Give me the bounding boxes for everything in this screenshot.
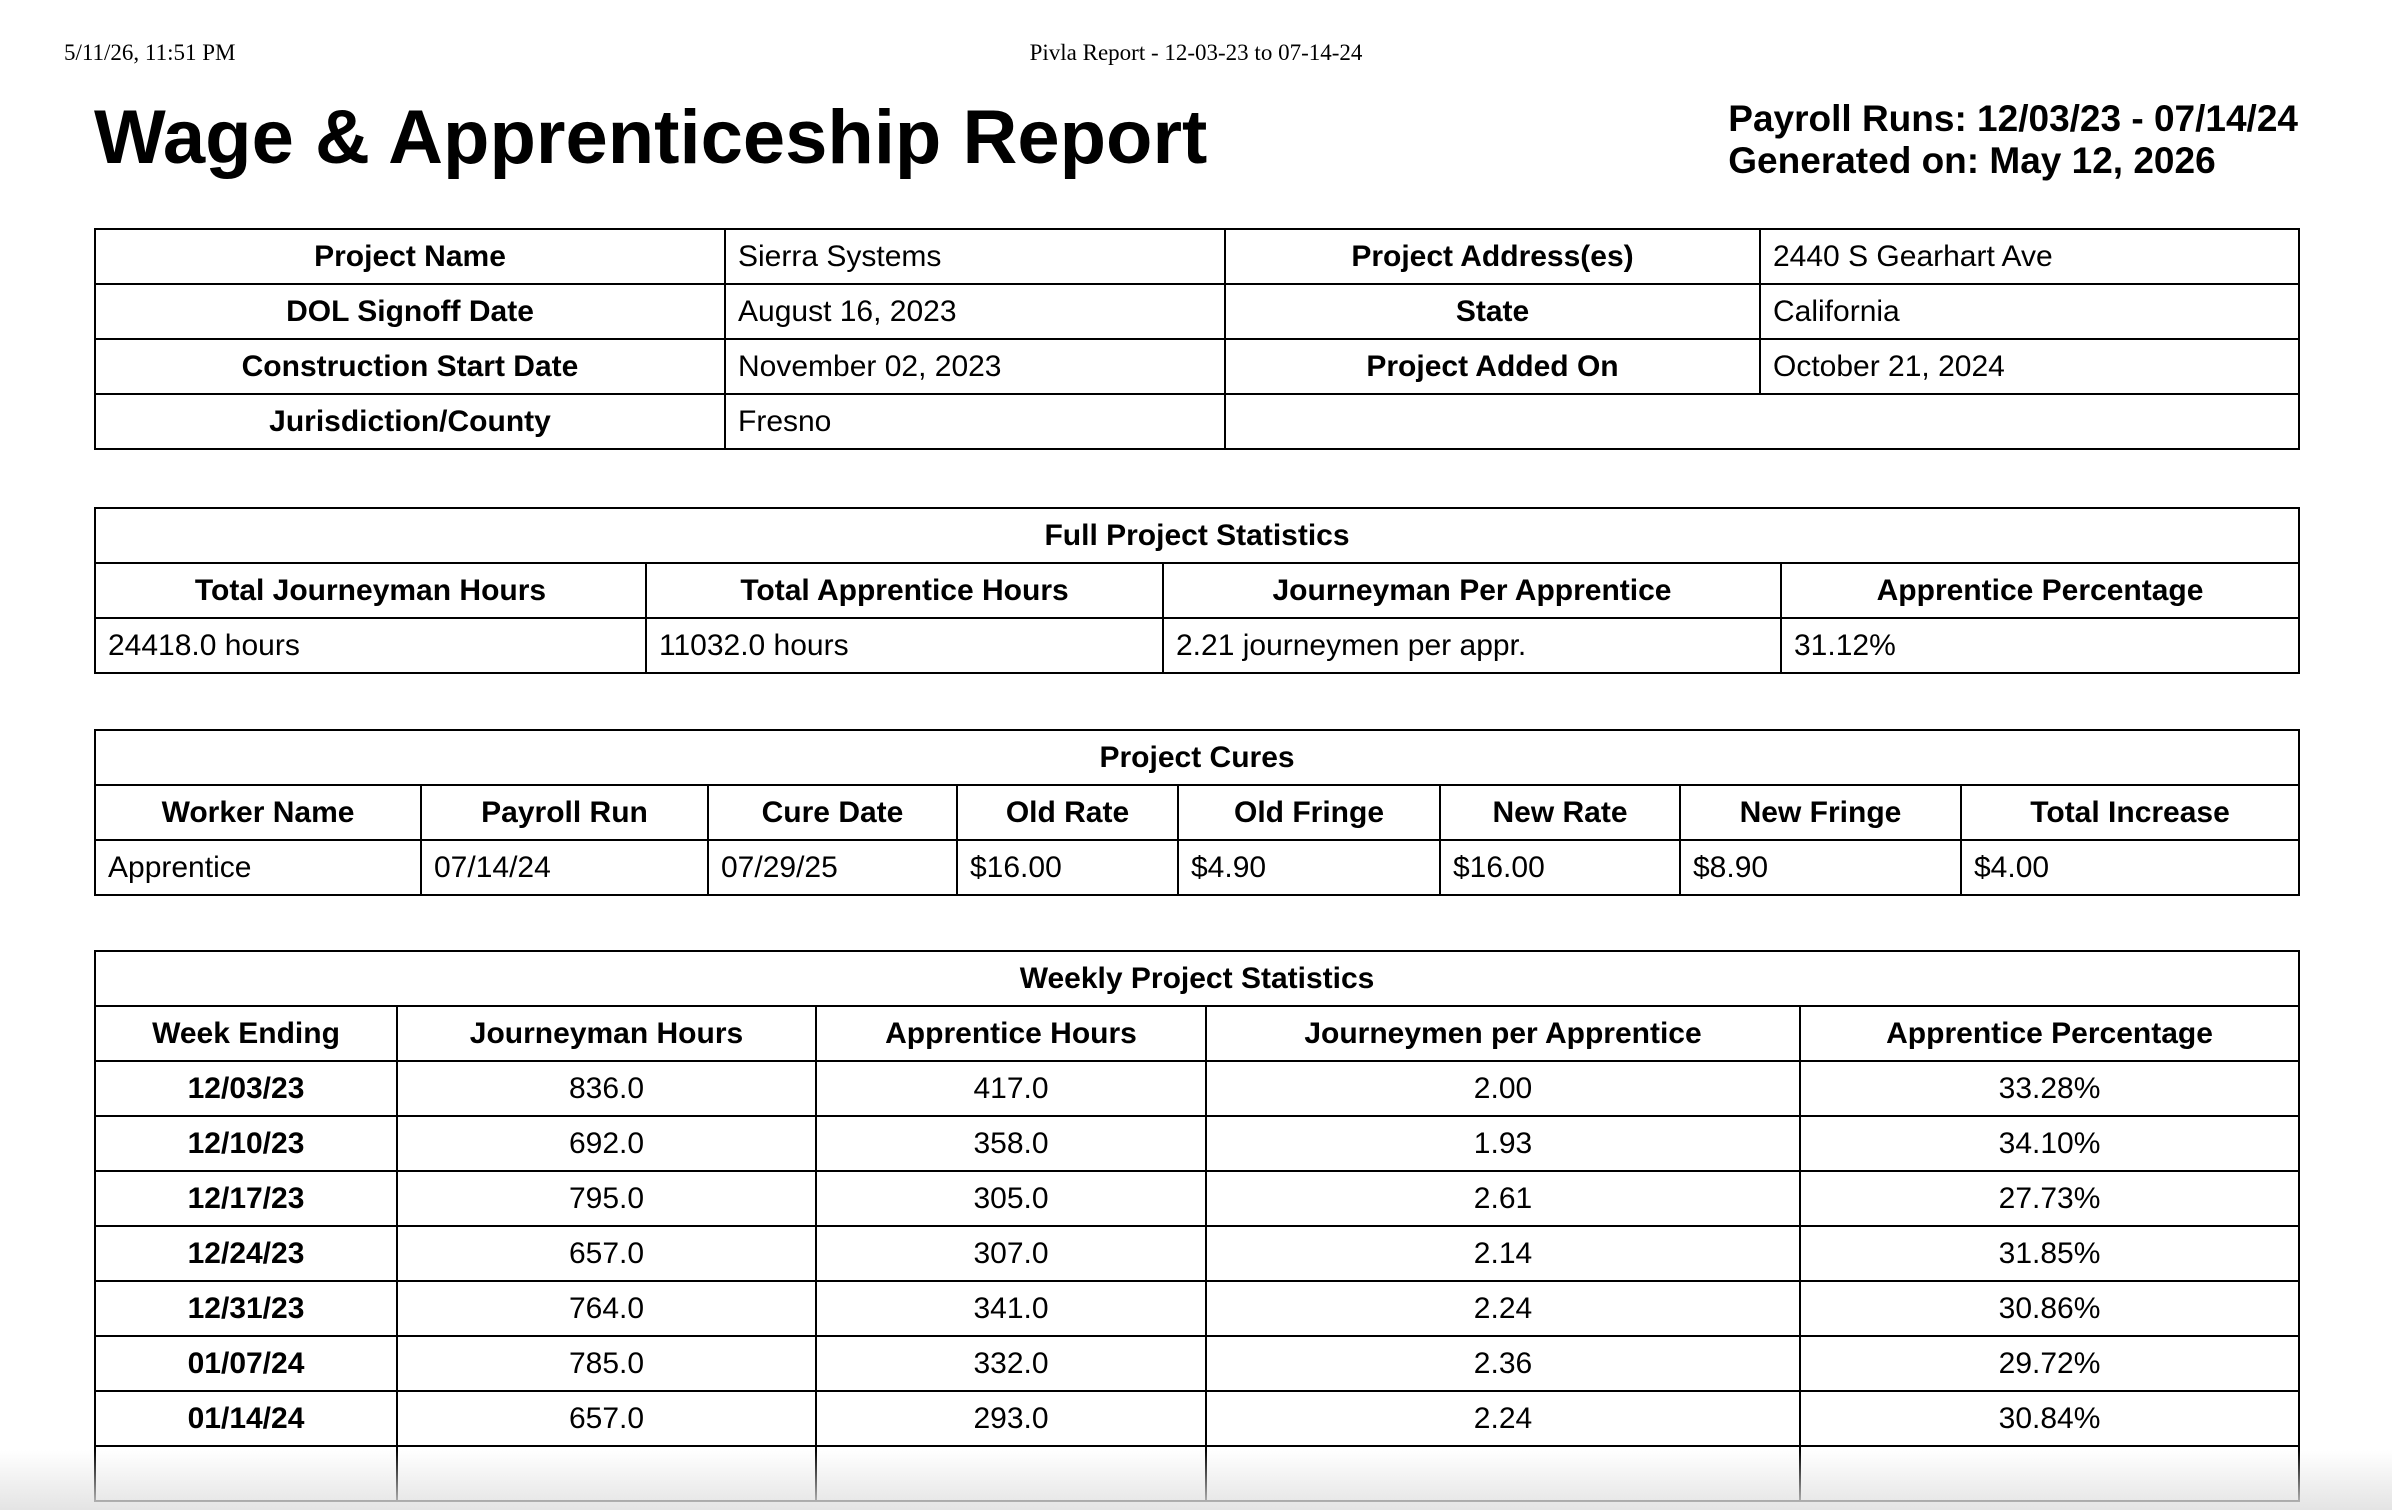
column-header: Total Increase bbox=[1961, 785, 2299, 840]
old-rate: $16.00 bbox=[957, 840, 1178, 895]
table-row bbox=[95, 1281, 2299, 1336]
week-ending bbox=[95, 1446, 397, 1501]
column-header: Payroll Run bbox=[421, 785, 708, 840]
column-header: Total Apprentice Hours bbox=[646, 563, 1163, 618]
column-header: Old Fringe bbox=[1178, 785, 1440, 840]
full-project-stats-table bbox=[94, 507, 2300, 674]
dol-signoff-value: August 16, 2023 bbox=[725, 284, 1225, 339]
table-row bbox=[95, 1336, 2299, 1391]
weekly-stats-title: Weekly Project Statistics bbox=[95, 951, 2299, 1006]
payroll-runs-range: Payroll Runs: 12/03/23 - 07/14/24 bbox=[1728, 98, 2298, 139]
week-ending: 12/17/23 bbox=[95, 1171, 397, 1226]
journeyman-hours: 764.0 bbox=[397, 1281, 816, 1336]
project-info-table bbox=[94, 228, 2300, 450]
payroll-run: 07/14/24 bbox=[421, 840, 708, 895]
journeyman-hours: 795.0 bbox=[397, 1171, 816, 1226]
column-header: Journeyman Per Apprentice bbox=[1163, 563, 1781, 618]
apprentice-hours: 358.0 bbox=[816, 1116, 1206, 1171]
journeymen-per-apprentice: 2.36 bbox=[1206, 1336, 1800, 1391]
table-header-row bbox=[95, 1006, 2299, 1061]
column-header: Cure Date bbox=[708, 785, 957, 840]
print-document-title: Pivla Report - 12-03-23 to 07-14-24 bbox=[1029, 40, 1363, 65]
apprentice-percentage: 31.85% bbox=[1800, 1226, 2299, 1281]
column-header: Total Journeyman Hours bbox=[95, 563, 646, 618]
week-ending: 12/24/23 bbox=[95, 1226, 397, 1281]
column-header: Journeyman Hours bbox=[397, 1006, 816, 1061]
report-title: Wage & Apprenticeship Report bbox=[94, 95, 1208, 180]
project-info-row bbox=[95, 394, 2299, 449]
journeyman-hours: 657.0 bbox=[397, 1226, 816, 1281]
table-row-partial bbox=[95, 1446, 2299, 1501]
apprentice-hours bbox=[816, 1446, 1206, 1501]
apprentice-hours: 305.0 bbox=[816, 1171, 1206, 1226]
apprentice-hours: 332.0 bbox=[816, 1336, 1206, 1391]
weekly-project-stats-table bbox=[94, 950, 2300, 1502]
column-header: Apprentice Percentage bbox=[1800, 1006, 2299, 1061]
apprentice-percentage: 34.10% bbox=[1800, 1116, 2299, 1171]
column-header: New Fringe bbox=[1680, 785, 1961, 840]
project-name-value: Sierra Systems bbox=[725, 229, 1225, 284]
full-stats-title: Full Project Statistics bbox=[95, 508, 2299, 563]
column-header: Apprentice Hours bbox=[816, 1006, 1206, 1061]
report-run-info bbox=[1728, 98, 2298, 182]
journeyman-hours: 836.0 bbox=[397, 1061, 816, 1116]
old-fringe: $4.90 bbox=[1178, 840, 1440, 895]
journeymen-per-apprentice: 2.00 bbox=[1206, 1061, 1800, 1116]
journeyman-hours bbox=[397, 1446, 816, 1501]
apprentice-percentage: 27.73% bbox=[1800, 1171, 2299, 1226]
journeyman-hours: 692.0 bbox=[397, 1116, 816, 1171]
table-row bbox=[95, 1391, 2299, 1446]
journeymen-per-apprentice: 2.14 bbox=[1206, 1226, 1800, 1281]
project-info-row bbox=[95, 339, 2299, 394]
jurisdiction-label: Jurisdiction/County bbox=[95, 394, 725, 449]
empty-cell bbox=[1225, 394, 2299, 449]
table-header-row bbox=[95, 563, 2299, 618]
table-row bbox=[95, 618, 2299, 673]
total-journeyman-hours: 24418.0 hours bbox=[95, 618, 646, 673]
table-row bbox=[95, 1171, 2299, 1226]
project-info-row bbox=[95, 284, 2299, 339]
journeyman-hours: 657.0 bbox=[397, 1391, 816, 1446]
apprentice-percentage: 31.12% bbox=[1781, 618, 2299, 673]
jurisdiction-value: Fresno bbox=[725, 394, 1225, 449]
column-header: New Rate bbox=[1440, 785, 1680, 840]
table-row bbox=[95, 1061, 2299, 1116]
total-apprentice-hours: 11032.0 hours bbox=[646, 618, 1163, 673]
state-value: California bbox=[1760, 284, 2299, 339]
apprentice-hours: 417.0 bbox=[816, 1061, 1206, 1116]
week-ending: 12/03/23 bbox=[95, 1061, 397, 1116]
apprentice-hours: 307.0 bbox=[816, 1226, 1206, 1281]
apprentice-percentage: 29.72% bbox=[1800, 1336, 2299, 1391]
apprentice-percentage: 30.86% bbox=[1800, 1281, 2299, 1336]
column-header: Week Ending bbox=[95, 1006, 397, 1061]
column-header: Worker Name bbox=[95, 785, 421, 840]
journeyman-hours: 785.0 bbox=[397, 1336, 816, 1391]
journeymen-per-apprentice: 2.24 bbox=[1206, 1391, 1800, 1446]
project-info-row bbox=[95, 229, 2299, 284]
week-ending: 12/31/23 bbox=[95, 1281, 397, 1336]
apprentice-hours: 341.0 bbox=[816, 1281, 1206, 1336]
construction-start-value: November 02, 2023 bbox=[725, 339, 1225, 394]
journeymen-per-apprentice: 2.61 bbox=[1206, 1171, 1800, 1226]
new-rate: $16.00 bbox=[1440, 840, 1680, 895]
column-header: Old Rate bbox=[957, 785, 1178, 840]
journeymen-per-apprentice: 2.24 bbox=[1206, 1281, 1800, 1336]
project-address-label: Project Address(es) bbox=[1225, 229, 1760, 284]
column-header: Apprentice Percentage bbox=[1781, 563, 2299, 618]
journeyman-per-apprentice: 2.21 journeymen per appr. bbox=[1163, 618, 1781, 673]
construction-start-label: Construction Start Date bbox=[95, 339, 725, 394]
project-added-label: Project Added On bbox=[1225, 339, 1760, 394]
column-header: Journeymen per Apprentice bbox=[1206, 1006, 1800, 1061]
cures-title: Project Cures bbox=[95, 730, 2299, 785]
apprentice-percentage bbox=[1800, 1446, 2299, 1501]
apprentice-percentage: 33.28% bbox=[1800, 1061, 2299, 1116]
week-ending: 12/10/23 bbox=[95, 1116, 397, 1171]
table-row bbox=[95, 840, 2299, 895]
project-added-value: October 21, 2024 bbox=[1760, 339, 2299, 394]
table-row bbox=[95, 1226, 2299, 1281]
apprentice-percentage: 30.84% bbox=[1800, 1391, 2299, 1446]
project-cures-table bbox=[94, 729, 2300, 896]
table-header-row bbox=[95, 785, 2299, 840]
total-increase: $4.00 bbox=[1961, 840, 2299, 895]
cure-date: 07/29/25 bbox=[708, 840, 957, 895]
journeymen-per-apprentice: 1.93 bbox=[1206, 1116, 1800, 1171]
state-label: State bbox=[1225, 284, 1760, 339]
week-ending: 01/14/24 bbox=[95, 1391, 397, 1446]
report-header bbox=[94, 92, 2298, 192]
print-header bbox=[0, 40, 2392, 72]
print-timestamp: 5/11/26, 11:51 PM bbox=[64, 40, 236, 65]
project-name-label: Project Name bbox=[95, 229, 725, 284]
dol-signoff-label: DOL Signoff Date bbox=[95, 284, 725, 339]
worker-name: Apprentice bbox=[95, 840, 421, 895]
week-ending: 01/07/24 bbox=[95, 1336, 397, 1391]
new-fringe: $8.90 bbox=[1680, 840, 1961, 895]
journeymen-per-apprentice bbox=[1206, 1446, 1800, 1501]
generated-on-date: Generated on: May 12, 2026 bbox=[1728, 140, 2216, 181]
project-address-value: 2440 S Gearhart Ave bbox=[1760, 229, 2299, 284]
table-row bbox=[95, 1116, 2299, 1171]
apprentice-hours: 293.0 bbox=[816, 1391, 1206, 1446]
